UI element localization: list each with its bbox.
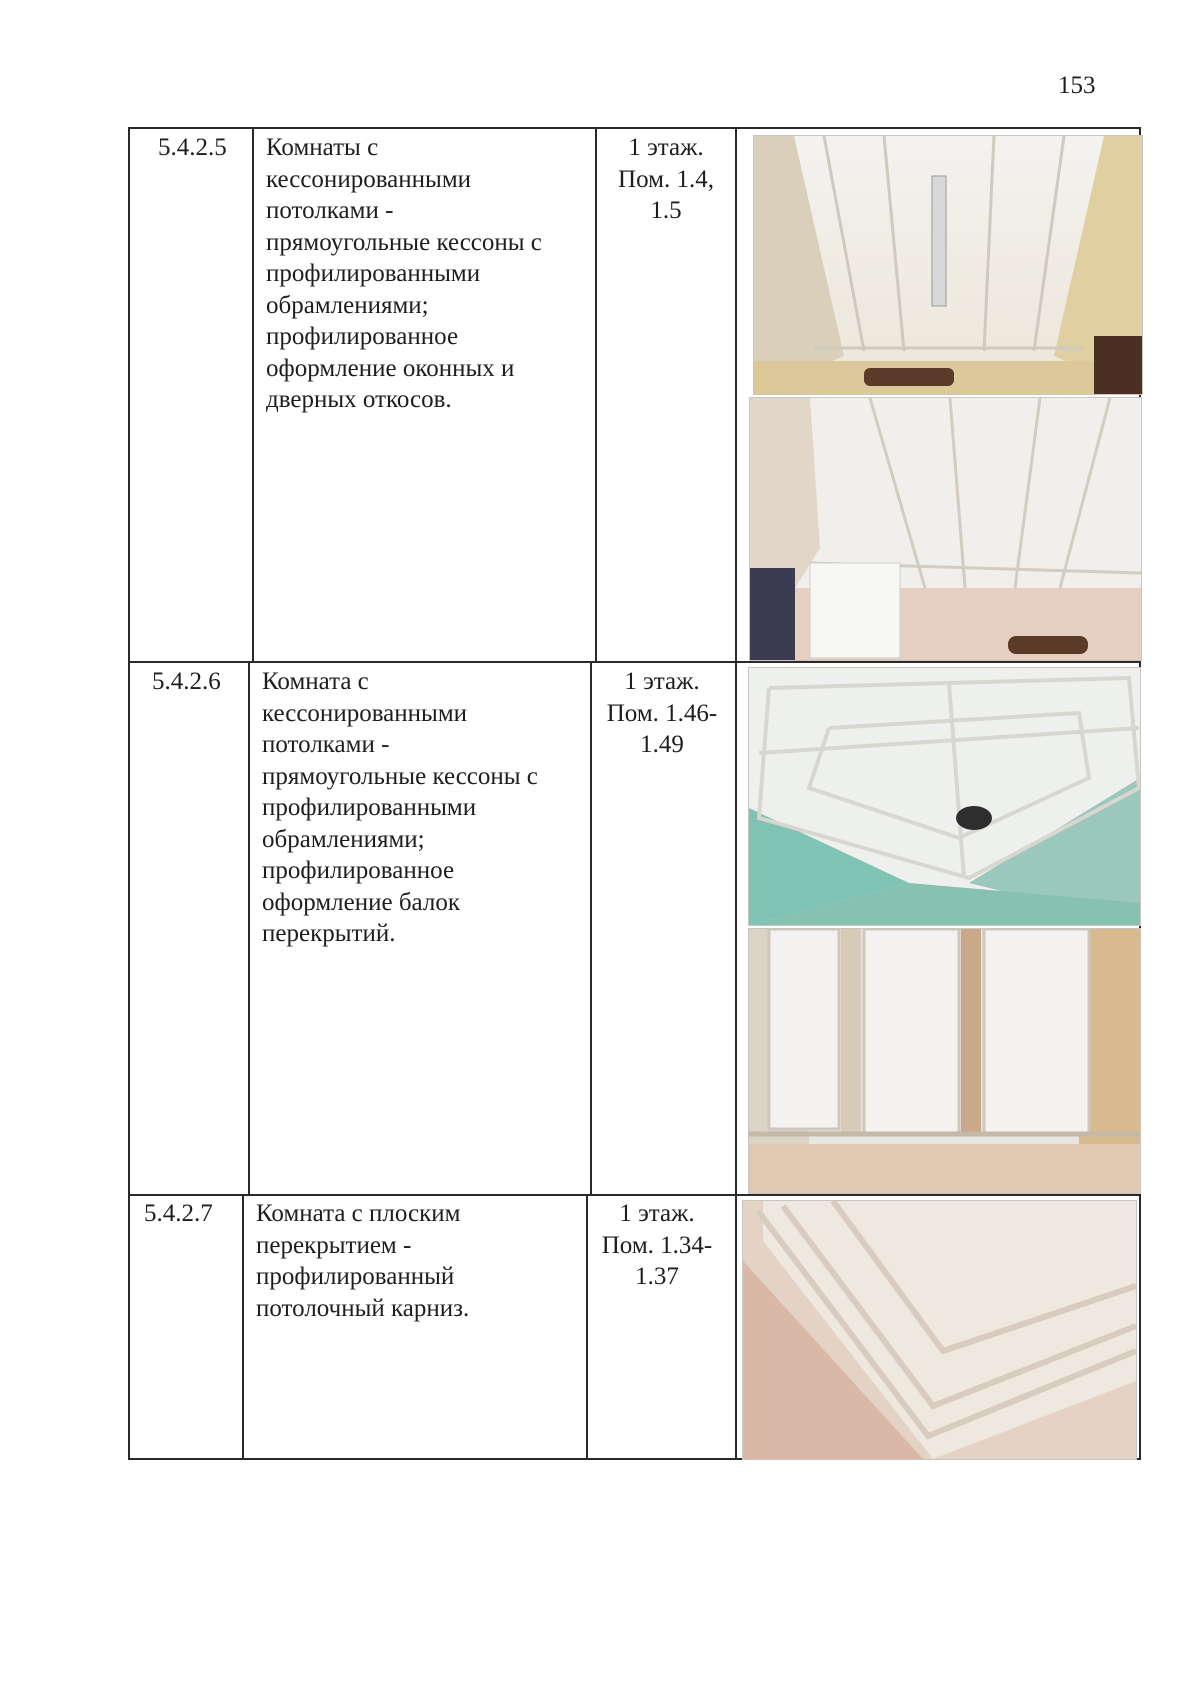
coffered-ceiling-photo xyxy=(749,397,1142,661)
column-divider xyxy=(586,1194,588,1460)
table-border-top xyxy=(128,127,1141,129)
row-code: 5.4.2.5 xyxy=(158,134,227,161)
row-location: 1 этаж. Пом. 1.4, 1.5 xyxy=(618,134,714,224)
coffered-ceiling-photo xyxy=(748,928,1141,1194)
column-divider xyxy=(248,661,250,1194)
column-divider xyxy=(595,127,597,661)
coffered-ceiling-photo xyxy=(748,667,1141,926)
column-divider xyxy=(242,1194,244,1460)
row-description: Комната с плоским перекрытием - профилированный потолочный карниз. xyxy=(256,1200,470,1322)
row-code: 5.4.2.6 xyxy=(152,668,221,695)
row-location: 1 этаж. Пом. 1.46- 1.49 xyxy=(606,668,718,758)
column-divider xyxy=(590,661,592,1194)
row-location: 1 этаж. Пом. 1.34- 1.37 xyxy=(601,1200,713,1290)
row-description: Комнаты с кессонированными потолками - прямоугольные кессоны с профилированными обрамлениями; профилированное оформление оконных и дверных откосов. xyxy=(266,134,542,413)
coffered-ceiling-photo xyxy=(753,135,1143,395)
column-divider xyxy=(252,127,254,661)
monument-elements-table xyxy=(128,127,1141,1460)
table-border-left xyxy=(128,127,130,1460)
row-divider xyxy=(128,661,1141,663)
column-divider xyxy=(735,127,737,1460)
row-divider xyxy=(128,1194,1141,1196)
ceiling-cornice-photo xyxy=(742,1200,1137,1460)
row-code: 5.4.2.7 xyxy=(144,1200,213,1227)
row-description: Комната с кессонированными потолками - прямоугольные кессоны с профилированными обрамлениями; профилированное оформление балок перекрытий. xyxy=(262,668,538,947)
page-number: 153 xyxy=(1058,72,1096,99)
